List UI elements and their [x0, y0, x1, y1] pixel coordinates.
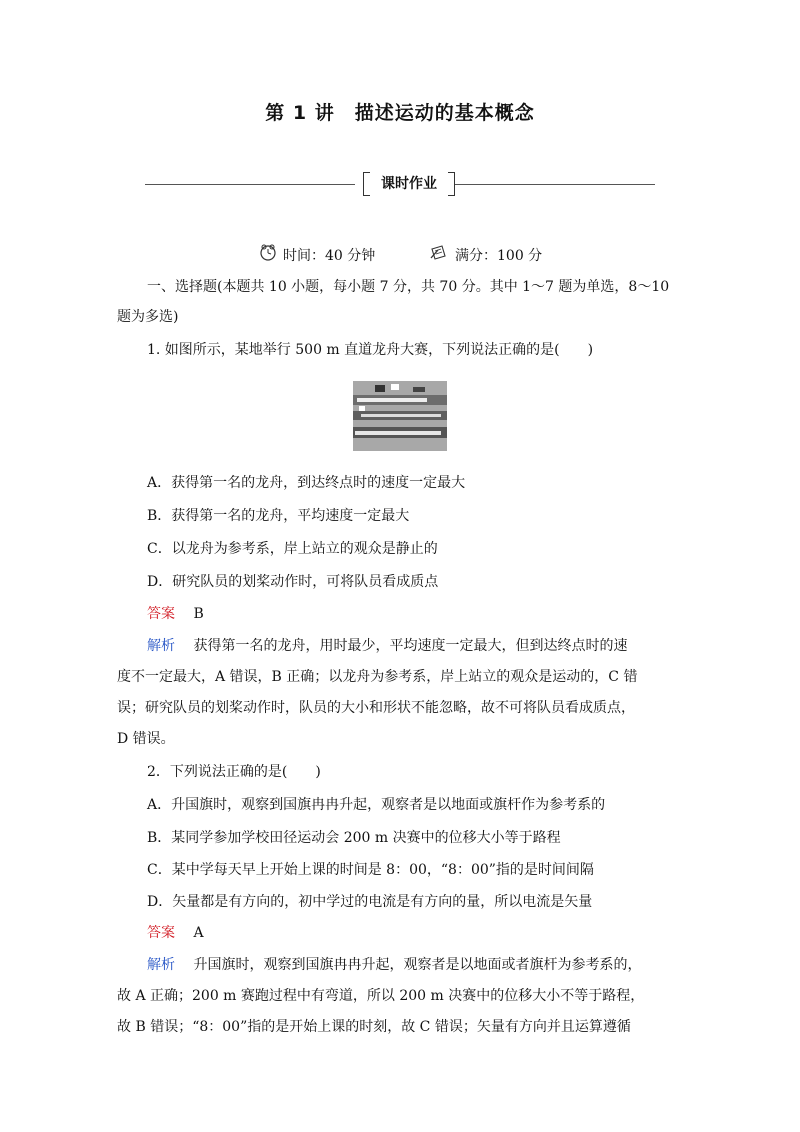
analysis-text: 升国旗时，观察到国旗冉冉升起，观察者是以地面或者旗杆为参考系的， [193, 957, 642, 973]
banner-rule-left [145, 184, 355, 185]
q2-analysis-line-1 [147, 955, 641, 975]
dragon-boat-illustration [353, 381, 447, 451]
answer-label: 答案 [147, 925, 175, 941]
q1-option-b: B．获得第一名的龙舟，平均速度一定最大 [147, 508, 410, 524]
q1-option-d: D．研究队员的划桨动作时，可将队员看成质点 [147, 574, 439, 590]
section-heading: 一、选择题(本题共 10 小题，每小题 7 分，共 70 分。其中 1～7 题为单选，8～10 [147, 279, 670, 295]
q2-analysis-line-3: 故 B 错误；“8：00”指的是开始上课的时刻，故 C 错误；矢量有方向并且运算遵循 [117, 1019, 631, 1035]
answer-value: A [193, 925, 204, 941]
q1-analysis-line-1 [147, 636, 627, 656]
time-limit: 时间：40 分钟 [283, 248, 376, 264]
meta-row [0, 244, 800, 268]
pen-paper-icon [429, 244, 447, 262]
analysis-label: 解析 [147, 957, 175, 973]
q2-analysis-line-2: 故 A 正确；200 m 赛跑过程中有弯道，所以 200 m 决赛中的位移大小不等于路程， [117, 988, 645, 1004]
analysis-text: 获得第一名的龙舟，用时最少，平均速度一定最大，但到达终点时的速 [193, 638, 628, 654]
analysis-label: 解析 [147, 638, 175, 654]
clock-icon [259, 244, 277, 262]
dragon-boat-photo [353, 381, 447, 451]
q2-answer [147, 923, 204, 943]
q1-analysis-line-2: 度不一定最大，A 错误，B 正确；以龙舟为参考系，岸上站立的观众是运动的，C 错 [117, 669, 638, 685]
bracket-left [363, 172, 370, 196]
q2-option-d: D．矢量都是有方向的，初中学过的电流是有方向的量，所以电流是矢量 [147, 894, 593, 910]
banner-rule-right [455, 184, 655, 185]
banner-box [363, 171, 455, 197]
q2-option-a: A．升国旗时，观察到国旗冉冉升起，观察者是以地面或旗杆作为参考系的 [147, 797, 606, 813]
q1-analysis-line-3: 误；研究队员的划桨动作时，队员的大小和形状不能忽略，故不可将队员看成质点， [117, 700, 635, 716]
full-score: 满分：100 分 [455, 248, 543, 264]
banner-label: 课时作业 [381, 176, 437, 192]
q1-option-c: C．以龙舟为参考系，岸上站立的观众是静止的 [147, 541, 438, 557]
q2-option-b: B．某同学参加学校田径运动会 200 m 决赛中的位移大小等于路程 [147, 830, 561, 846]
section-banner [145, 171, 655, 197]
page-title: 第 1 讲 描述运动的基本概念 [265, 102, 535, 124]
q1-option-a: A．获得第一名的龙舟，到达终点时的速度一定最大 [147, 475, 466, 491]
q1-analysis-line-4: D 错误。 [117, 731, 175, 747]
question-1-stem: 1. 如图所示，某地举行 500 m 直道龙舟大赛，下列说法正确的是( ) [147, 342, 594, 358]
q1-answer [147, 604, 204, 624]
bracket-right [448, 172, 455, 196]
answer-value: B [193, 606, 204, 622]
q2-option-c: C．某中学每天早上开始上课的时间是 8：00，“8：00”指的是时间间隔 [147, 862, 594, 878]
answer-label: 答案 [147, 606, 175, 622]
section-heading-cont: 题为多选) [117, 309, 179, 325]
question-2-stem: 2．下列说法正确的是( ) [147, 764, 321, 780]
